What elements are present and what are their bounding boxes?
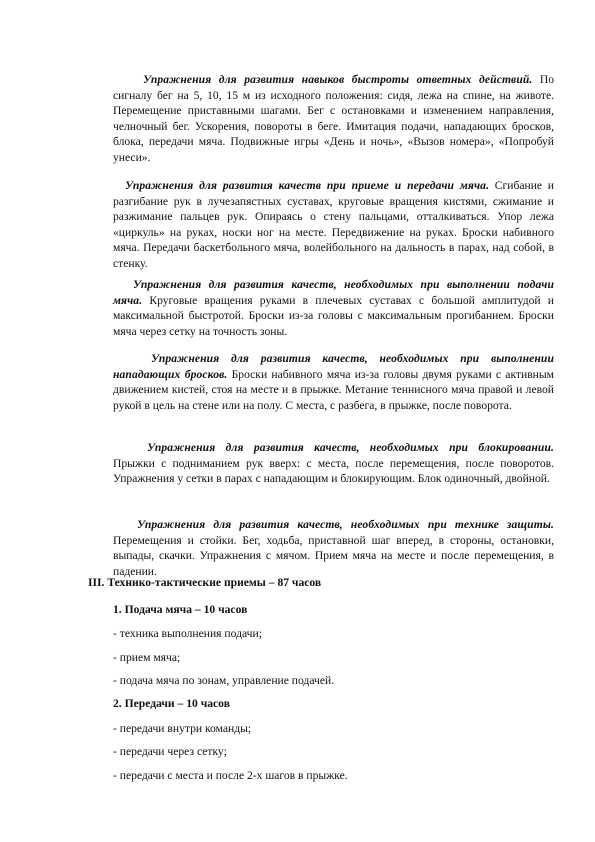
paragraph-lead: Упражнения для развития навыков быстроты ответных действий. — [143, 73, 533, 86]
paragraph-attack — [113, 351, 554, 413]
paragraph-text: Круговые вращения руками в плечевых суставах с большой амплитудой и максимальной быстротой. Броски из-за головы с максимальным прогибанием. Броски мяча через сетку на точность зоны. — [113, 293, 554, 338]
paragraph-lead: Упражнения для развития качеств при приеме и передачи мяча. — [125, 179, 490, 192]
paragraph-serve — [113, 277, 554, 339]
section-heading: III. Технико-тактические приемы – 87 часов — [88, 576, 322, 589]
paragraph-text: По сигналу бег на 5, 10, 15 м из исходного положения: сидя, лежа на спине, на животе. Перемещение приставными шагами. Бег с остановками и изменением направления, челночный бег. Ускорения, повороты в беге. Имитация подачи, нападающих бросков, блока, передачи мяча. Подвижные игры «День и ночь», «Вызов номера», «Попробуй унеси». — [113, 73, 554, 164]
paragraph-defense — [113, 517, 554, 579]
list-item: - техника выполнения подачи; — [113, 627, 262, 640]
paragraph-text: Броски набивного мяча из-за головы двумя руками с активным движением кистей, стоя на месте и в прыжке. Метание теннисного мяча правой и левой рукой в цель на стене или на полу. С места, с разбега, в прыжке, после поворота. — [113, 367, 554, 412]
list-item: - прием мяча; — [113, 651, 181, 664]
paragraph-lead: Упражнения для развития качеств, необходимых при технике защиты. — [137, 518, 554, 531]
paragraph-text: Сгибание и разгибание рук в лучезапястных суставах, круговые вращения кистями, сжимание и разжимание пальцев рук. Опираясь о стену пальцами, отталкиваться. Упор лежа «циркуль» на руках, носки ног на месте. Передвижение на руках. Броски набивного мяча. Передачи баскетбольного мяча, волейбольного на дальность в парах, над собой, в стенку. — [113, 179, 554, 270]
list-item: - передачи с места и после 2-х шагов в прыжке. — [113, 769, 348, 782]
paragraph-lead: Упражнения для развития качеств, необходимых при блокировании. — [147, 441, 554, 454]
paragraph-lead: Упражнения для развития качеств, необходимых при выполнении подачи мяча. — [113, 278, 554, 307]
subsection-heading-serve: 1. Подача мяча – 10 часов — [113, 603, 248, 616]
paragraph-reaction-speed — [113, 72, 554, 166]
list-item: - передачи через сетку; — [113, 745, 227, 758]
paragraph-text: Перемещения и стойки. Бег, ходьба, приставной шаг вперед, в стороны, остановки, выпады, скачки. Упражнения с мячом. Прием мяча на месте и после перемещения, в падении. — [113, 533, 554, 578]
paragraph-lead: Упражнения для развития качеств, необходимых при выполнении нападающих бросков. — [113, 352, 554, 381]
paragraph-receiving-passing — [113, 178, 554, 272]
list-item: - передачи внутри команды; — [113, 722, 252, 735]
subsection-heading-passing: 2. Передачи – 10 часов — [113, 697, 230, 710]
list-item: - подача мяча по зонам, управление подачей. — [113, 674, 335, 687]
paragraph-text: Прыжки с подниманием рук вверх: с места, после перемещения, после поворотов. Упражнения у сетки в парах с нападающим и блокирующим. Блок одиночный, двойной. — [113, 456, 554, 486]
paragraph-blocking — [113, 440, 554, 487]
